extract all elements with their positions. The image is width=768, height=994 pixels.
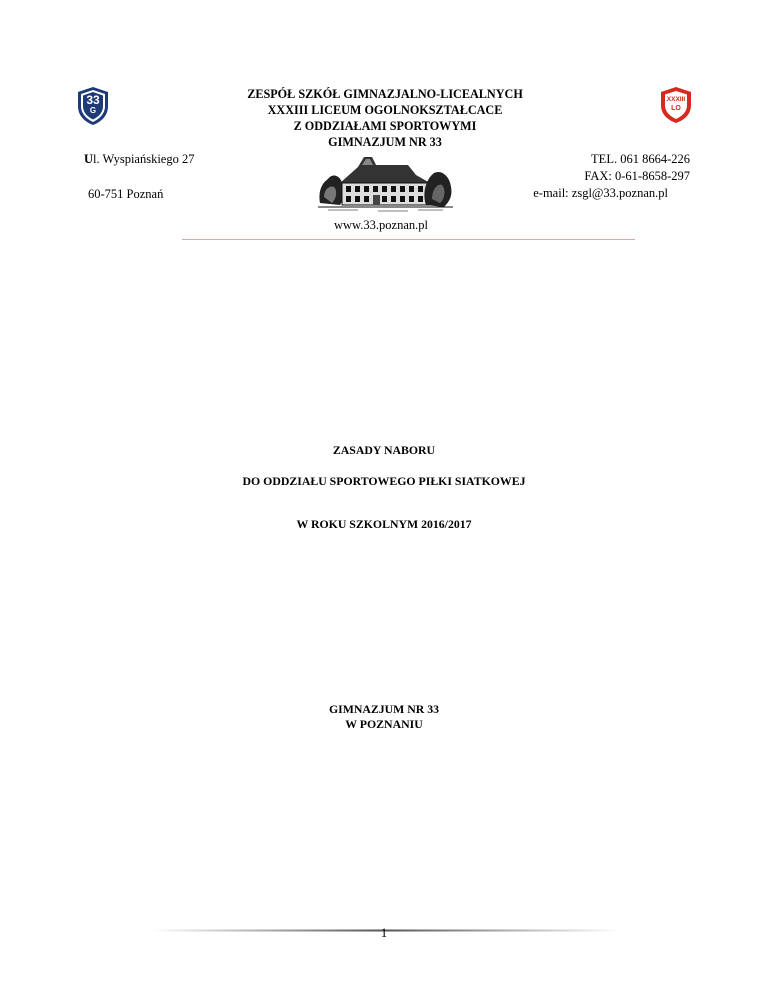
recruitment-title: ZASADY NABORU: [332, 443, 436, 457]
header-title-line-3: Z ODDZIAŁAMI SPORTOWYMI: [293, 119, 477, 133]
left-logo-letter: G: [89, 106, 97, 115]
header-title-line-4: GIMNAZJUM NR 33: [328, 135, 442, 149]
school-name-line-2: W POZNANIU: [345, 717, 423, 731]
header-title-line-1: ZESPÓŁ SZKÓŁ GIMNAZJALNO-LICEALNYCH: [247, 87, 523, 101]
left-logo-number: 33: [86, 93, 100, 107]
page-number: 1: [380, 925, 388, 940]
right-logo-top-text: XXXIII: [666, 96, 686, 103]
school-header-title: [200, 86, 570, 150]
phone-number: TEL. 061 8664-226: [591, 152, 690, 166]
city-address: 60-751 Poznań: [88, 187, 164, 201]
email-address: e-mail: zsgl@33.poznan.pl: [533, 186, 668, 200]
right-logo-bottom-text: LO: [671, 105, 681, 112]
fax-number: FAX: 0-61-8658-297: [584, 169, 690, 183]
website-url: www.33.poznan.pl: [334, 218, 428, 232]
header-divider: [182, 239, 635, 240]
right-school-logo: [659, 86, 693, 124]
header-title-line-2: XXXIII LICEUM OGOLNOKSZTAŁCACE: [267, 103, 503, 117]
street-address-initial: U: [84, 152, 94, 166]
left-school-logo: [76, 86, 110, 126]
school-year: W ROKU SZKOLNYM 2016/2017: [296, 517, 472, 531]
recruitment-subtitle: DO ODDZIAŁU SPORTOWEGO PIŁKI SIATKOWEJ: [242, 474, 526, 488]
street-address: [84, 151, 194, 168]
school-building-illustration: [318, 153, 453, 213]
footer-divider: [150, 919, 620, 922]
school-name-line-1: GIMNAZJUM NR 33: [328, 702, 440, 716]
street-address-rest: l. Wyspiańskiego 27: [93, 152, 195, 166]
